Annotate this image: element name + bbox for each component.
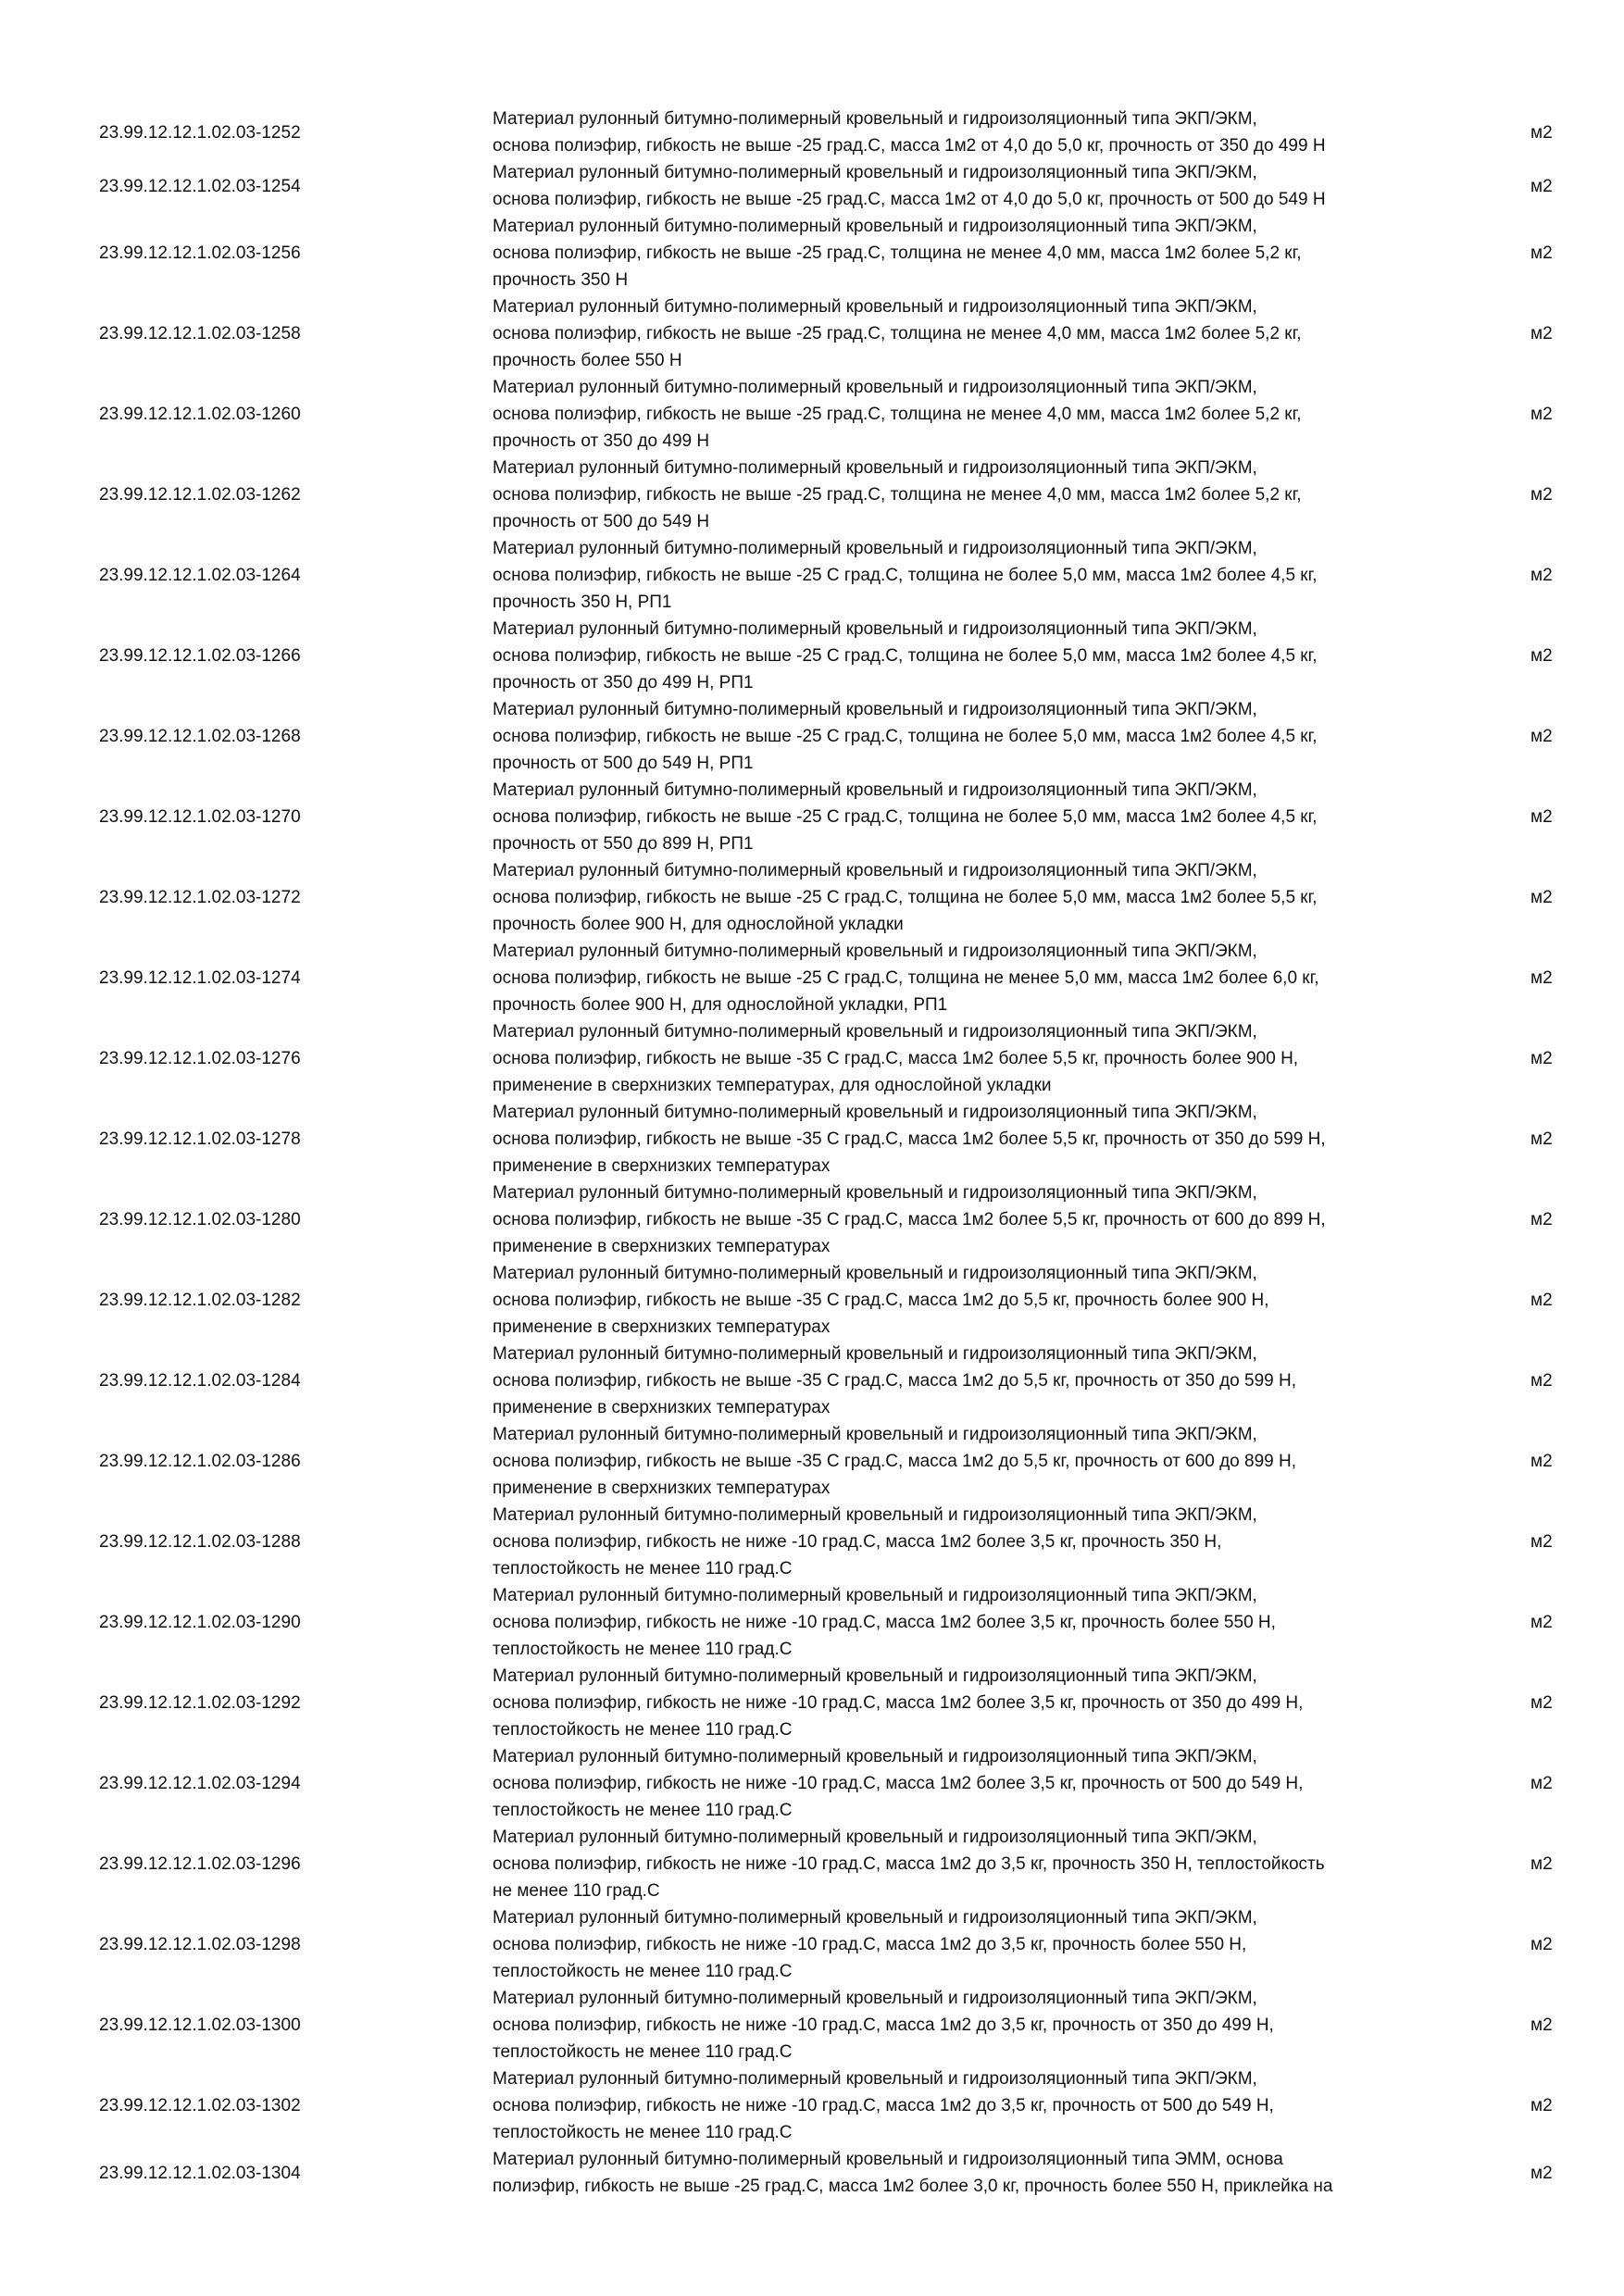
item-description [493, 777, 1455, 857]
description-line: теплостойкость не менее 110 град.С [493, 2042, 793, 2062]
item-code: 23.99.12.12.1.02.03-1270 [99, 807, 301, 827]
description-line: основа полиэфир, гибкость не выше -25 град.С, толщина не менее 4,0 мм, масса 1м2 более 5,2 кг, [493, 405, 1302, 424]
item-unit: м2 [1530, 2015, 1553, 2035]
item-unit: м2 [1530, 566, 1553, 585]
item-description [493, 1421, 1455, 1502]
description-line: применение в сверхнизких температурах [493, 1237, 831, 1256]
description-line: применение в сверхнизких температурах [493, 1156, 831, 1176]
description-line: прочность от 500 до 549 Н [493, 512, 710, 531]
table-row [0, 1260, 1624, 1341]
item-code: 23.99.12.12.1.02.03-1260 [99, 405, 301, 424]
description-line: основа полиэфир, гибкость не ниже -10 град.С, масса 1м2 до 3,5 кг, прочность более 550 Н, [493, 1935, 1247, 1954]
description-line: основа полиэфир, гибкость не выше -35 С град.С, масса 1м2 более 5,5 кг, прочность от 600 до 899 Н, [493, 1210, 1326, 1229]
description-line: Материал рулонный битумно-полимерный кровельный и гидроизоляционный типа ЭКП/ЭКМ, [493, 1264, 1257, 1283]
description-line: Материал рулонный битумно-полимерный кровельный и гидроизоляционный типа ЭКП/ЭКМ, [493, 780, 1257, 800]
item-description [493, 938, 1455, 1018]
item-description [493, 1179, 1455, 1260]
table-row [0, 1018, 1624, 1099]
item-code: 23.99.12.12.1.02.03-1292 [99, 1693, 301, 1713]
table-row [0, 1341, 1624, 1421]
description-line: Материал рулонный битумно-полимерный кровельный и гидроизоляционный типа ЭКП/ЭКМ, [493, 1425, 1257, 1444]
table-row [0, 1099, 1624, 1179]
item-unit: м2 [1530, 888, 1553, 907]
description-line: Материал рулонный битумно-полимерный кровельный и гидроизоляционный типа ЭКП/ЭКМ, [493, 2069, 1257, 2089]
description-line: основа полиэфир, гибкость не ниже -10 град.С, масса 1м2 до 3,5 кг, прочность 350 Н, теплостойкость [493, 1854, 1325, 1874]
description-line: основа полиэфир, гибкость не ниже -10 град.С, масса 1м2 до 3,5 кг, прочность от 500 до 549 Н, [493, 2096, 1274, 2115]
item-unit: м2 [1530, 2096, 1553, 2115]
item-unit: м2 [1530, 646, 1553, 666]
item-code: 23.99.12.12.1.02.03-1300 [99, 2015, 301, 2035]
table-row [0, 696, 1624, 777]
table-row [0, 1985, 1624, 2065]
description-line: основа полиэфир, гибкость не ниже -10 град.С, масса 1м2 более 3,5 кг, прочность более 550 Н, [493, 1613, 1276, 1632]
item-unit: м2 [1530, 1532, 1553, 1552]
description-line: Материал рулонный битумно-полимерный кровельный и гидроизоляционный типа ЭКП/ЭКМ, [493, 619, 1257, 639]
item-code: 23.99.12.12.1.02.03-1282 [99, 1291, 301, 1310]
item-description [493, 213, 1455, 293]
item-description [493, 1018, 1455, 1099]
description-line: полиэфир, гибкость не выше -25 град.С, масса 1м2 более 3,0 кг, прочность более 550 Н, приклейка на [493, 2177, 1333, 2196]
description-line: Материал рулонный битумно-полимерный кровельный и гидроизоляционный типа ЭКП/ЭКМ, [493, 163, 1257, 182]
description-line: прочность от 350 до 499 Н [493, 431, 710, 451]
item-code: 23.99.12.12.1.02.03-1254 [99, 176, 301, 196]
description-line: теплостойкость не менее 110 град.С [493, 1559, 793, 1578]
description-line: применение в сверхнизких температурах [493, 1398, 831, 1417]
item-code: 23.99.12.12.1.02.03-1284 [99, 1371, 301, 1391]
table-row [0, 1743, 1624, 1824]
description-line: основа полиэфир, гибкость не выше -25 С град.С, толщина не более 5,0 мм, масса 1м2 более 4,5 кг, [493, 727, 1318, 746]
item-description [493, 696, 1455, 777]
item-description [493, 857, 1455, 938]
description-line: Материал рулонный битумно-полимерный кровельный и гидроизоляционный типа ЭКП/ЭКМ, [493, 1747, 1257, 1766]
item-description [493, 1582, 1455, 1663]
description-line: прочность от 500 до 549 Н, РП1 [493, 754, 754, 773]
item-unit: м2 [1530, 1693, 1553, 1713]
description-line: основа полиэфир, гибкость не выше -25 град.С, масса 1м2 от 4,0 до 5,0 кг, прочность от 350 до 499 Н [493, 136, 1326, 156]
description-line: Материал рулонный битумно-полимерный кровельный и гидроизоляционный типа ЭКП/ЭКМ, [493, 1666, 1257, 1686]
table-row [0, 2146, 1624, 2200]
description-line: основа полиэфир, гибкость не выше -25 С град.С, толщина не более 5,0 мм, масса 1м2 более 4,5 кг, [493, 807, 1318, 827]
item-unit: м2 [1530, 1774, 1553, 1793]
description-line: Материал рулонный битумно-полимерный кровельный и гидроизоляционный типа ЭКП/ЭКМ, [493, 297, 1257, 317]
item-code: 23.99.12.12.1.02.03-1274 [99, 968, 301, 988]
description-line: прочность 350 Н, РП1 [493, 593, 672, 612]
table-row [0, 535, 1624, 616]
item-code: 23.99.12.12.1.02.03-1298 [99, 1935, 301, 1954]
table-row [0, 1502, 1624, 1582]
item-code: 23.99.12.12.1.02.03-1258 [99, 324, 301, 343]
table-row [0, 616, 1624, 696]
description-line: Материал рулонный битумно-полимерный кровельный и гидроизоляционный типа ЭКП/ЭКМ, [493, 1344, 1257, 1364]
table-row [0, 1663, 1624, 1743]
item-unit: м2 [1530, 807, 1553, 827]
table-row [0, 938, 1624, 1018]
description-line: применение в сверхнизких температурах, для однослойной укладки [493, 1076, 1052, 1095]
table-row [0, 106, 1624, 159]
description-line: Материал рулонный битумно-полимерный кровельный и гидроизоляционный типа ЭКП/ЭКМ, [493, 861, 1257, 880]
description-line: основа полиэфир, гибкость не ниже -10 град.С, масса 1м2 до 3,5 кг, прочность от 350 до 499 Н, [493, 2015, 1274, 2035]
item-code: 23.99.12.12.1.02.03-1276 [99, 1049, 301, 1068]
description-line: основа полиэфир, гибкость не выше -25 С град.С, толщина не более 5,0 мм, масса 1м2 более 5,5 кг, [493, 888, 1318, 907]
description-line: применение в сверхнизких температурах [493, 1317, 831, 1337]
item-description [493, 374, 1455, 455]
description-line: теплостойкость не менее 110 град.С [493, 1801, 793, 1820]
description-line: основа полиэфир, гибкость не выше -25 град.С, масса 1м2 от 4,0 до 5,0 кг, прочность от 500 до 549 Н [493, 190, 1326, 209]
item-code: 23.99.12.12.1.02.03-1264 [99, 566, 301, 585]
description-line: основа полиэфир, гибкость не выше -25 град.С, толщина не менее 4,0 мм, масса 1м2 более 5,2 кг, [493, 324, 1302, 343]
item-unit: м2 [1530, 1049, 1553, 1068]
description-line: не менее 110 град.С [493, 1881, 660, 1901]
item-description [493, 1502, 1455, 1582]
item-unit: м2 [1530, 1129, 1553, 1149]
table-row [0, 1582, 1624, 1663]
item-description [493, 2146, 1455, 2200]
item-description [493, 1341, 1455, 1421]
item-unit: м2 [1530, 1935, 1553, 1954]
table-row [0, 293, 1624, 374]
item-code: 23.99.12.12.1.02.03-1278 [99, 1129, 301, 1149]
item-unit: м2 [1530, 1854, 1553, 1874]
item-description [493, 1663, 1455, 1743]
item-description [493, 1904, 1455, 1985]
table-row [0, 2065, 1624, 2146]
description-line: Материал рулонный битумно-полимерный кровельный и гидроизоляционный типа ЭКП/ЭКМ, [493, 1103, 1257, 1122]
item-unit: м2 [1530, 1613, 1553, 1632]
description-line: прочность более 900 Н, для однослойной укладки, РП1 [493, 995, 948, 1015]
description-line: прочность от 550 до 899 Н, РП1 [493, 834, 754, 854]
table-row [0, 1179, 1624, 1260]
description-line: Материал рулонный битумно-полимерный кровельный и гидроизоляционный типа ЭКП/ЭКМ, [493, 1183, 1257, 1203]
description-line: основа полиэфир, гибкость не выше -35 С град.С, масса 1м2 до 5,5 кг, прочность более 900 Н, [493, 1291, 1269, 1310]
description-line: Материал рулонный битумно-полимерный кровельный и гидроизоляционный типа ЭКП/ЭКМ, [493, 1828, 1257, 1847]
item-code: 23.99.12.12.1.02.03-1296 [99, 1854, 301, 1874]
item-unit: м2 [1530, 1371, 1553, 1391]
item-unit: м2 [1530, 727, 1553, 746]
item-code: 23.99.12.12.1.02.03-1304 [99, 2163, 301, 2183]
item-unit: м2 [1530, 1452, 1553, 1471]
description-line: Материал рулонный битумно-полимерный кровельный и гидроизоляционный типа ЭКП/ЭКМ, [493, 1989, 1257, 2008]
description-line: теплостойкость не менее 110 град.С [493, 1962, 793, 1981]
item-description [493, 535, 1455, 616]
table-row [0, 374, 1624, 455]
description-line: основа полиэфир, гибкость не ниже -10 град.С, масса 1м2 более 3,5 кг, прочность от 500 до 549 Н, [493, 1774, 1304, 1793]
item-code: 23.99.12.12.1.02.03-1280 [99, 1210, 301, 1229]
item-code: 23.99.12.12.1.02.03-1294 [99, 1774, 301, 1793]
description-line: основа полиэфир, гибкость не выше -25 С град.С, толщина не более 5,0 мм, масса 1м2 более 4,5 кг, [493, 646, 1318, 666]
item-code: 23.99.12.12.1.02.03-1252 [99, 122, 301, 143]
description-line: Материал рулонный битумно-полимерный кровельный и гидроизоляционный типа ЭКП/ЭКМ, [493, 1505, 1257, 1525]
description-line: теплостойкость не менее 110 град.С [493, 1720, 793, 1740]
item-description [493, 159, 1455, 213]
item-unit: м2 [1530, 2163, 1553, 2183]
description-line: основа полиэфир, гибкость не выше -35 С град.С, масса 1м2 до 5,5 кг, прочность от 350 до 599 Н, [493, 1371, 1296, 1391]
description-line: применение в сверхнизких температурах [493, 1479, 831, 1498]
description-line: Материал рулонный битумно-полимерный кровельный и гидроизоляционный типа ЭММ, основа [493, 2150, 1283, 2169]
item-unit: м2 [1530, 968, 1553, 988]
description-line: теплостойкость не менее 110 град.С [493, 2123, 793, 2142]
item-unit: м2 [1530, 485, 1553, 505]
item-unit: м2 [1530, 122, 1553, 143]
description-line: основа полиэфир, гибкость не ниже -10 град.С, масса 1м2 более 3,5 кг, прочность 350 Н, [493, 1532, 1222, 1552]
item-description [493, 1743, 1455, 1824]
description-line: основа полиэфир, гибкость не ниже -10 град.С, масса 1м2 более 3,5 кг, прочность от 350 до 499 Н, [493, 1693, 1304, 1713]
item-unit: м2 [1530, 1210, 1553, 1229]
description-line: основа полиэфир, гибкость не выше -35 С град.С, масса 1м2 до 5,5 кг, прочность от 600 до 899 Н, [493, 1452, 1296, 1471]
description-line: Материал рулонный битумно-полимерный кровельный и гидроизоляционный типа ЭКП/ЭКМ, [493, 1022, 1257, 1042]
description-line: Материал рулонный битумно-полимерный кровельный и гидроизоляционный типа ЭКП/ЭКМ, [493, 1586, 1257, 1605]
description-line: прочность 350 Н [493, 270, 629, 290]
description-line: Материал рулонный битумно-полимерный кровельный и гидроизоляционный типа ЭКП/ЭКМ, [493, 458, 1257, 478]
table-row [0, 455, 1624, 535]
item-description [493, 1260, 1455, 1341]
item-description [493, 1099, 1455, 1179]
description-line: основа полиэфир, гибкость не выше -25 С град.С, толщина не менее 5,0 мм, масса 1м2 более 6,0 кг, [493, 968, 1319, 988]
description-line: основа полиэфир, гибкость не выше -35 С град.С, масса 1м2 более 5,5 кг, прочность от 350 до 599 Н, [493, 1129, 1326, 1149]
item-description [493, 1985, 1455, 2065]
item-description [493, 455, 1455, 535]
item-unit: м2 [1530, 1291, 1553, 1310]
description-line: прочность от 350 до 499 Н, РП1 [493, 673, 754, 693]
item-code: 23.99.12.12.1.02.03-1288 [99, 1532, 301, 1552]
table-row [0, 213, 1624, 293]
table-row [0, 1421, 1624, 1502]
item-code: 23.99.12.12.1.02.03-1302 [99, 2096, 301, 2115]
item-description [493, 616, 1455, 696]
description-line: основа полиэфир, гибкость не выше -25 град.С, толщина не менее 4,0 мм, масса 1м2 более 5,2 кг, [493, 243, 1302, 263]
item-code: 23.99.12.12.1.02.03-1256 [99, 243, 301, 263]
item-code: 23.99.12.12.1.02.03-1262 [99, 485, 301, 505]
item-code: 23.99.12.12.1.02.03-1268 [99, 727, 301, 746]
description-line: Материал рулонный битумно-полимерный кровельный и гидроизоляционный типа ЭКП/ЭКМ, [493, 539, 1257, 558]
item-code: 23.99.12.12.1.02.03-1290 [99, 1613, 301, 1632]
item-description [493, 1824, 1455, 1904]
item-description [493, 293, 1455, 374]
table-row [0, 857, 1624, 938]
description-line: Материал рулонный битумно-полимерный кровельный и гидроизоляционный типа ЭКП/ЭКМ, [493, 942, 1257, 961]
description-line: прочность более 550 Н [493, 351, 682, 370]
description-line: основа полиэфир, гибкость не выше -35 С град.С, масса 1м2 более 5,5 кг, прочность более 900 Н, [493, 1049, 1299, 1068]
table-row [0, 1904, 1624, 1985]
description-line: Материал рулонный битумно-полимерный кровельный и гидроизоляционный типа ЭКП/ЭКМ, [493, 109, 1257, 129]
item-code: 23.99.12.12.1.02.03-1286 [99, 1452, 301, 1471]
description-line: теплостойкость не менее 110 град.С [493, 1640, 793, 1659]
table-row [0, 159, 1624, 213]
item-unit: м2 [1530, 243, 1553, 263]
description-line: основа полиэфир, гибкость не выше -25 град.С, толщина не менее 4,0 мм, масса 1м2 более 5,2 кг, [493, 485, 1302, 505]
table-row [0, 1824, 1624, 1904]
description-line: Материал рулонный битумно-полимерный кровельный и гидроизоляционный типа ЭКП/ЭКМ, [493, 1908, 1257, 1928]
description-line: Материал рулонный битумно-полимерный кровельный и гидроизоляционный типа ЭКП/ЭКМ, [493, 217, 1257, 236]
description-line: прочность более 900 Н, для однослойной укладки [493, 915, 904, 934]
item-unit: м2 [1530, 176, 1553, 196]
item-description [493, 2065, 1455, 2146]
item-unit: м2 [1530, 405, 1553, 424]
item-code: 23.99.12.12.1.02.03-1272 [99, 888, 301, 907]
item-description [493, 106, 1455, 159]
description-line: основа полиэфир, гибкость не выше -25 С град.С, толщина не более 5,0 мм, масса 1м2 более 4,5 кг, [493, 566, 1318, 585]
item-unit: м2 [1530, 324, 1553, 343]
table-row [0, 777, 1624, 857]
description-line: Материал рулонный битумно-полимерный кровельный и гидроизоляционный типа ЭКП/ЭКМ, [493, 378, 1257, 397]
description-line: Материал рулонный битумно-полимерный кровельный и гидроизоляционный типа ЭКП/ЭКМ, [493, 700, 1257, 719]
item-code: 23.99.12.12.1.02.03-1266 [99, 646, 301, 666]
